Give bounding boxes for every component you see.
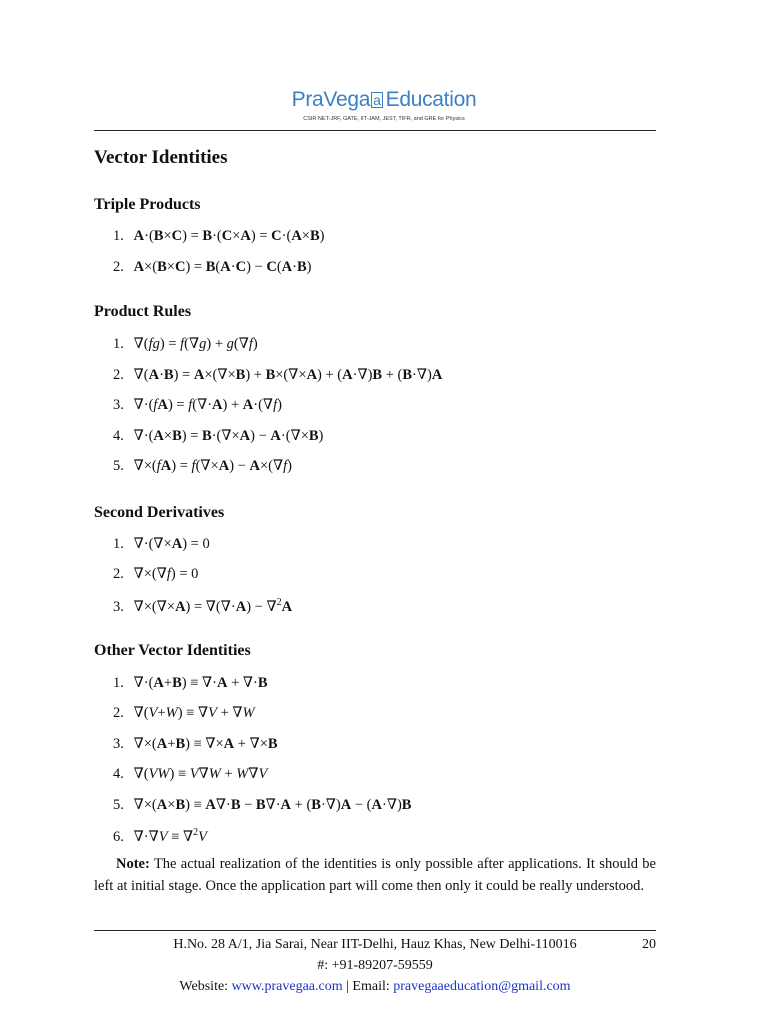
- header-rule: [94, 130, 656, 131]
- note-text: The actual realization of the identities is only possible after applications. It should be left at initial stage. Once the application part will come then only it could be really understood.: [94, 856, 656, 894]
- website-label: Website:: [179, 979, 229, 994]
- list-item: [113, 675, 268, 692]
- item-number: 1.: [113, 228, 124, 244]
- footer-phone: #: +91-89207-59559: [317, 958, 433, 973]
- footer: [94, 934, 656, 997]
- formula: A·(B×C) = B·(C×A) = C·(A×B): [133, 228, 325, 244]
- list-item: [113, 228, 325, 245]
- formula: ∇·(A×B) = B·(∇×A) − A·(∇×B): [133, 428, 324, 444]
- list-item: [113, 536, 210, 553]
- item-number: 2.: [113, 566, 124, 582]
- logo: [0, 88, 768, 112]
- formula: ∇×(fA) = f(∇×A) − A×(∇f): [133, 458, 292, 474]
- logo-box-letter: a: [373, 92, 381, 108]
- section-heading-product-rules: Product Rules: [94, 303, 192, 320]
- item-number: 4.: [113, 428, 124, 444]
- list-item: [113, 367, 442, 384]
- formula: ∇×(∇×A) = ∇(∇·A) − ∇$^2$A: [133, 597, 293, 615]
- list-item: [113, 566, 198, 583]
- formula: ∇×(A+B) ≡ ∇×A + ∇×B: [133, 736, 278, 752]
- separator: |: [346, 979, 349, 994]
- formula: ∇·(fA) = f(∇·A) + A·(∇f): [133, 397, 282, 413]
- list-item: [113, 397, 282, 414]
- note-label: Note:: [116, 856, 150, 872]
- list-item: [113, 336, 258, 353]
- website-link[interactable]: www.pravegaa.com: [231, 979, 343, 994]
- item-number: 4.: [113, 766, 124, 782]
- item-number: 6.: [113, 828, 124, 845]
- formula: ∇·(A+B) ≡ ∇·A + ∇·B: [133, 675, 268, 691]
- formula: ∇(A·B) = A×(∇×B) + B×(∇×A) + (A·∇)B + (B·∇)A: [133, 367, 443, 383]
- section-heading-second-derivatives: Second Derivatives: [94, 504, 225, 521]
- list-item: [113, 597, 292, 616]
- formula: ∇(V+W) ≡ ∇V + ∇W: [133, 705, 255, 721]
- note-paragraph: [94, 854, 656, 897]
- logo-text-left: PraVega: [291, 88, 371, 111]
- list-item: [113, 705, 255, 722]
- footer-rule: [94, 930, 656, 931]
- email-label: Email:: [352, 979, 390, 994]
- formula: ∇(VW) ≡ V∇W + W∇V: [133, 766, 268, 782]
- item-number: 5.: [113, 797, 124, 813]
- item-number: 1.: [113, 336, 124, 352]
- item-number: 3.: [113, 598, 124, 615]
- email-link[interactable]: pravegaaeducation@gmail.com: [393, 979, 571, 994]
- item-number: 3.: [113, 397, 124, 413]
- page-title: Vector Identities: [94, 147, 228, 168]
- item-number: 1.: [113, 536, 124, 552]
- list-item: [113, 736, 278, 753]
- item-number: 3.: [113, 736, 124, 752]
- footer-contact: [94, 976, 656, 997]
- page-number: 20: [642, 937, 656, 952]
- item-number: 2.: [113, 705, 124, 721]
- formula: ∇·(∇×A) = 0: [133, 536, 210, 552]
- item-number: 1.: [113, 675, 124, 691]
- section-heading-other-vector-identities: Other Vector Identities: [94, 642, 251, 659]
- list-item: [113, 428, 323, 445]
- footer-address: H.No. 28 A/1, Jia Sarai, Near IIT-Delhi, Hauz Khas, New Delhi-110016: [173, 937, 577, 952]
- logo-text-right: Education: [385, 88, 477, 111]
- list-item: [113, 766, 267, 783]
- section-heading-triple-products: Triple Products: [94, 196, 201, 213]
- tagline: CSIR NET-JRF, GATE, IIT-JAM, JEST, TIFR, and GRE for Physics: [303, 116, 465, 122]
- list-item: [113, 458, 292, 475]
- formula: A×(B×C) = B(A·C) − C(A·B): [133, 259, 312, 275]
- item-number: 2.: [113, 367, 124, 383]
- formula: ∇×(∇f) = 0: [133, 566, 199, 582]
- item-number: 5.: [113, 458, 124, 474]
- formula: ∇×(A×B) ≡ A∇·B − B∇·A + (B·∇)A − (A·∇)B: [133, 797, 412, 813]
- formula: ∇(fg) = f(∇g) + g(∇f): [133, 336, 258, 352]
- item-number: 2.: [113, 259, 124, 275]
- formula: ∇·∇V ≡ ∇$^2$V: [133, 827, 207, 845]
- list-item: [113, 827, 207, 846]
- list-item: [113, 797, 411, 814]
- list-item: [113, 259, 312, 276]
